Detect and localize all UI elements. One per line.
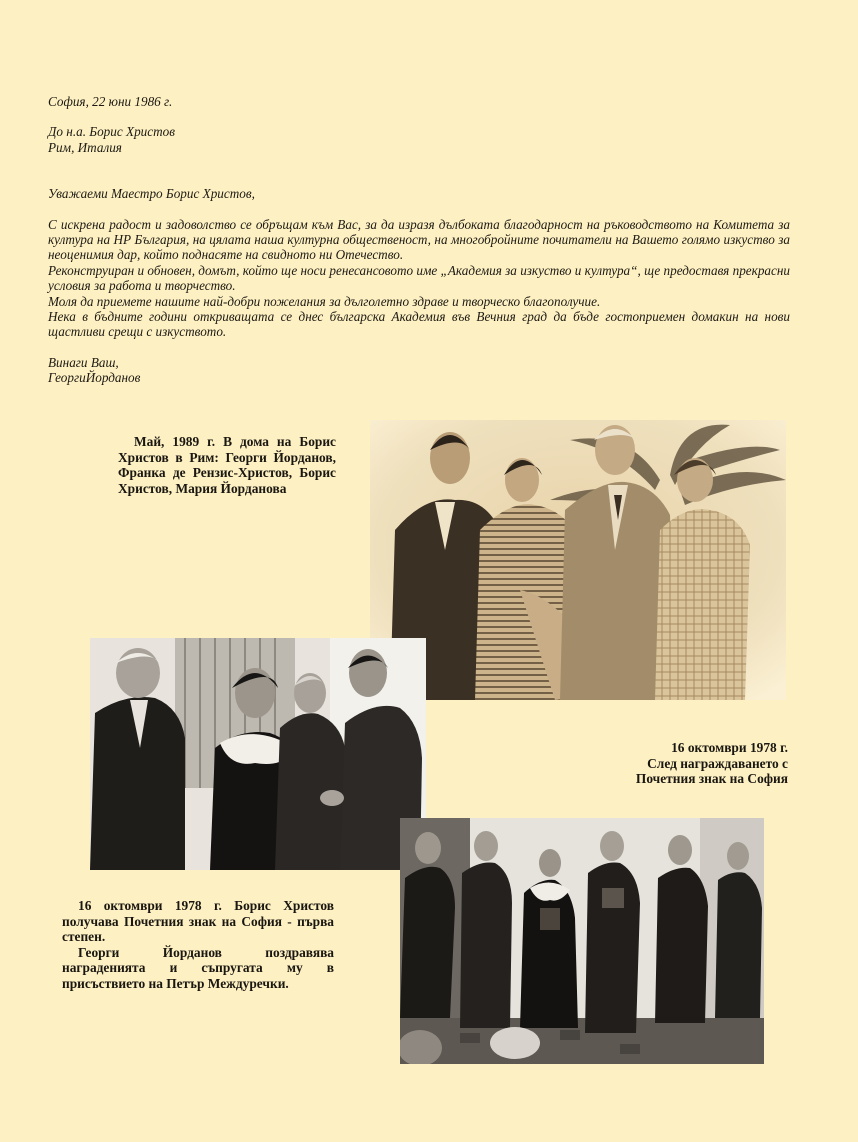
letter-place-date: София, 22 юни 1986 г. (48, 94, 173, 109)
photo-home-in-rome (370, 420, 786, 700)
letter-paragraph: Реконструиран и обновен, домът, който ще носи ренесансовото име „Академия за изкуство и култура“, ще предоставя прекрасни условия за работа и творчество. (48, 262, 790, 294)
photo3-caption-text: Георги Йорданов поздравява награденията и съпругата му в присъствието на Петър Междуречки. (62, 944, 334, 991)
letter-signature: ГеоргиЙорданов (48, 370, 141, 386)
photo3-caption (62, 898, 334, 992)
photo-award-group (400, 818, 764, 1064)
photo2-caption (600, 740, 788, 787)
photo2-caption-line: 16 октомври 1978 г. (671, 740, 788, 755)
photo1-caption (118, 434, 336, 496)
letter (48, 94, 790, 386)
letter-closing: Винаги Ваш, (48, 354, 119, 370)
letter-paragraph: С искрена радост и задоволство се обръщам към Вас, за да изразя дълбоката благодарност на ръководството на Комитета за култура на НР България, на цялата наша културна общественост, на многобройните почитатели на Вашето голямо изкуство за неоценимия дар, който поднасяте на свидното ни Отечество. (48, 216, 790, 263)
letter-recipient-location: Рим, Италия (48, 139, 122, 155)
letter-paragraph: Нека в бъдните години откриващата се днес българска Академия във Вечния град да бъде гостоприемен домакин на нови щастливи срещи с изкуството. (48, 309, 790, 340)
photo-handshake (90, 638, 426, 870)
photo2-caption-line: След награждаването с (647, 755, 788, 771)
letter-salutation: Уважаеми Маестро Борис Христов, (48, 186, 255, 202)
photo1-caption-text: Май, 1989 г. В дома на Борис Христов в Рим: Георги Йорданов, Франка де Рензис-Христов, Борис Христов, Мария Йорданова (118, 434, 336, 496)
photo3-caption-text: 16 октомври 1978 г. Борис Христов получава Почетния знак на София - първа степен. (62, 898, 334, 945)
letter-recipient: До н.а. Борис Христов (48, 124, 175, 140)
photo2-caption-line: Почетния знак на София (635, 771, 788, 787)
letter-paragraph: Моля да приемете нашите най-добри пожелания за дълголетно здраве и творческо благополучие. (48, 293, 601, 309)
